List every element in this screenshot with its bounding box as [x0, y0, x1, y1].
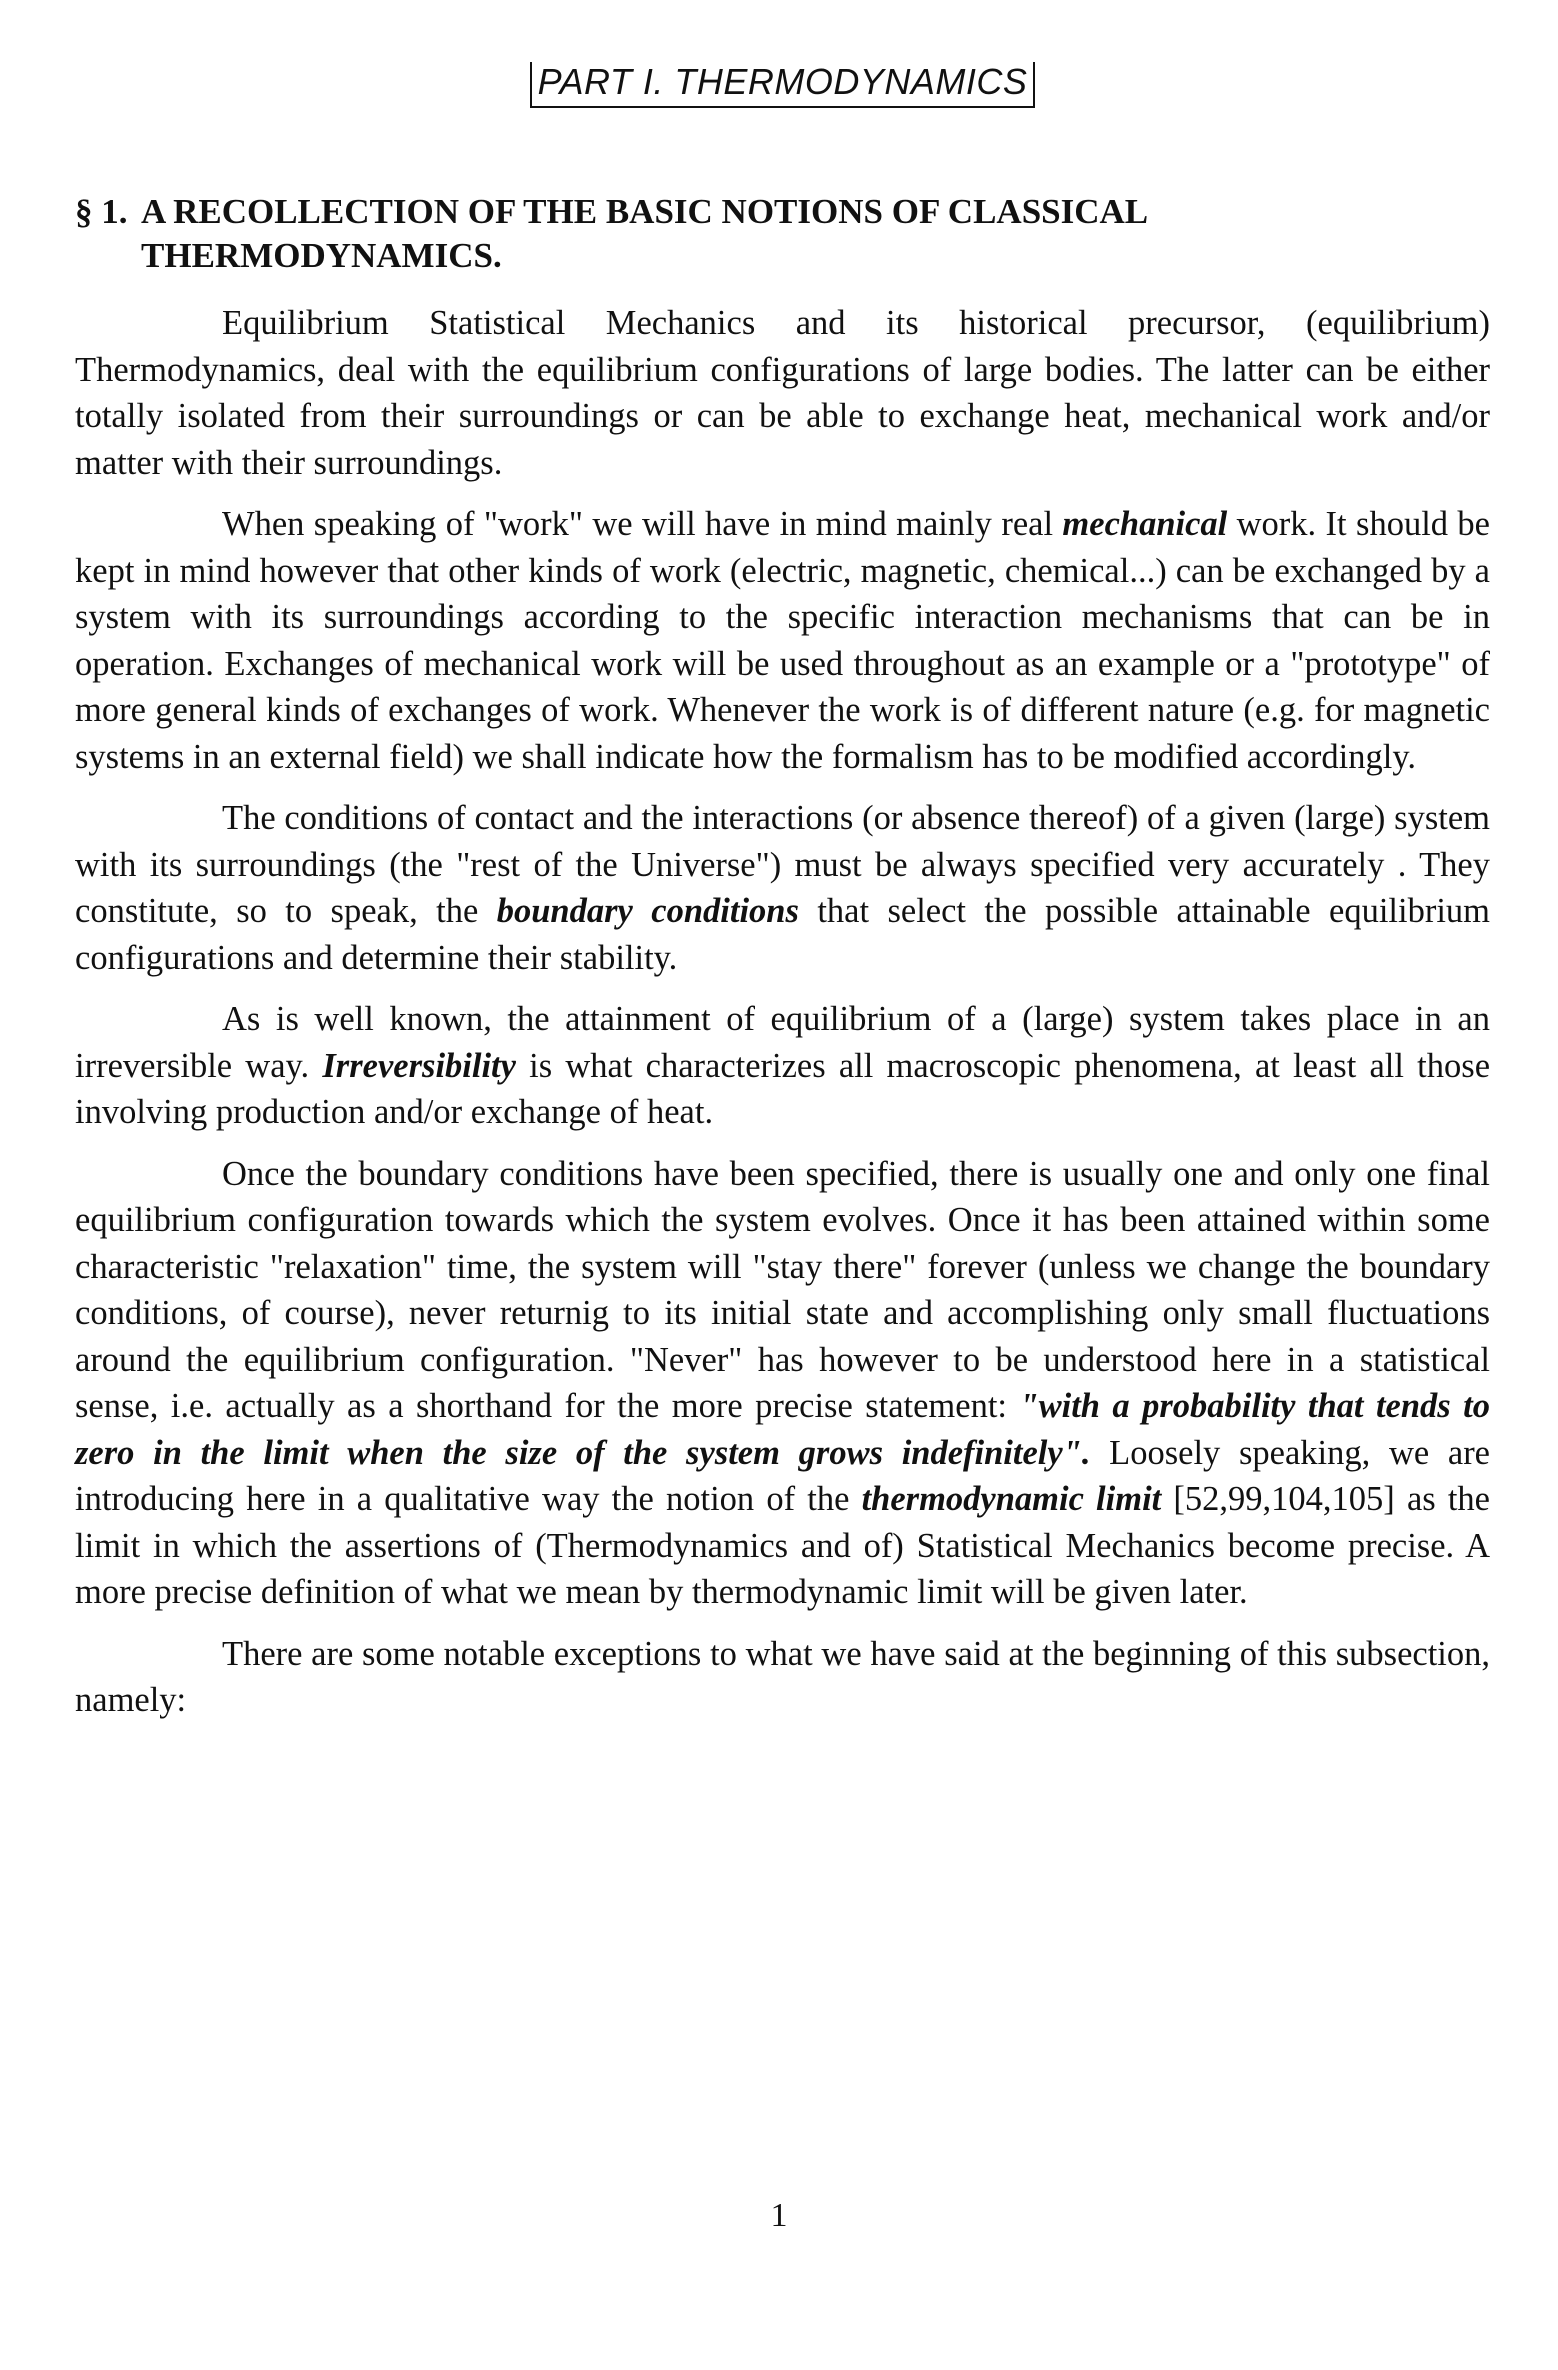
paragraph-2-text-a: When speaking of "work" we will have in mind mainly real — [222, 505, 1063, 543]
part-header-label: PART I. THERMODYNAMICS — [530, 62, 1036, 108]
page-body — [75, 62, 1490, 1724]
paragraph-3-text-a: The conditions of contact and the interactions (or absence thereof) of a given (large) system with its surroundings (the "rest of the Universe") must be always specified very accurately . They constitute, so to speak, the — [75, 799, 1490, 930]
paragraph-5-text-a: Once the boundary conditions have been specified, there is usually one and only one final equilibrium configuration towards which the system evolves. Once it has been attained within some characteristic "relaxation" time, the system will "stay there" forever (unless we change the boundary conditions, of course), never returnig to its initial state and accomplishing only small fluctuations around the equilibrium configuration. "Never" has however to be understood here in a statistical sense, i.e. actually as a shorthand for the more precise statement: — [75, 1154, 1490, 1425]
paragraph-4-text-a: As is well known, the attainment of equilibrium of a (large) system takes place in an irreversible way. — [75, 1000, 1490, 1085]
paragraph-5 — [75, 1151, 1490, 1616]
section-title: A RECOLLECTION OF THE BASIC NOTIONS OF CLASSICAL THERMODYNAMICS. — [141, 192, 1147, 275]
paragraph-4 — [75, 996, 1490, 1136]
paragraph-2-text-b: work. It should be kept in mind however that other kinds of work (electric, magnetic, chemical...) can be exchanged by a system with its surroundings according to the specific interaction mechanisms that can be in operation. Exchanges of mechanical work will be used throughout as an example or a "prototype" of more general kinds of exchanges of work. Whenever the work is of different nature (e.g. for magnetic systems in an external field) we shall indicate how the formalism has to be modified accordingly. — [75, 505, 1490, 776]
section-number: § 1. — [75, 192, 128, 231]
paragraph-2 — [75, 501, 1490, 780]
paragraph-4-text-b: is what characterizes all macroscopic phenomena, at least all those involving production and/or exchange of heat. — [75, 1046, 1491, 1131]
paragraph-5-emphasis-limit: thermodynamic limit — [861, 1480, 1162, 1518]
paragraph-6: There are some notable exceptions to what we have said at the beginning of this subsection, namely: — [75, 1634, 1490, 1719]
paragraph-1: Equilibrium Statistical Mechanics and its historical precursor, (equilibrium) Thermodynamics, deal with the equilibrium configurations of large bodies. The latter can be either totally isolated from their surroundings or can be able to exchange heat, mechanical work and/or matter with their surroundings. — [75, 304, 1490, 482]
paragraph-3 — [75, 795, 1490, 981]
paragraph-3-text-b: that select the possible attainable equilibrium configurations and determine their stability. — [75, 892, 1490, 977]
paragraph-2-emphasis: mechanical — [1062, 505, 1228, 543]
paragraph-3-emphasis: boundary conditions — [496, 892, 799, 930]
section-heading — [75, 190, 1490, 278]
paragraph-4-emphasis: Irreversibility — [322, 1046, 516, 1085]
part-header — [75, 62, 1490, 108]
page-number: 1 — [770, 2197, 788, 2234]
paragraph-5-text-c: [52,99,104,105] as the limit in which the assertions of (Thermodynamics and of) Statistical Mechanics become precise. A more precise definition of what we mean by thermodynamic limit will be given later. — [75, 1480, 1490, 1611]
paragraph-5-emphasis-statement: "with a probability that tends to zero in the limit when the size of the system grows indefinitely". — [75, 1387, 1490, 1472]
paragraph-5-text-b: Loosely speaking, we are introducing here in a qualitative way the notion of the — [75, 1433, 1490, 1518]
